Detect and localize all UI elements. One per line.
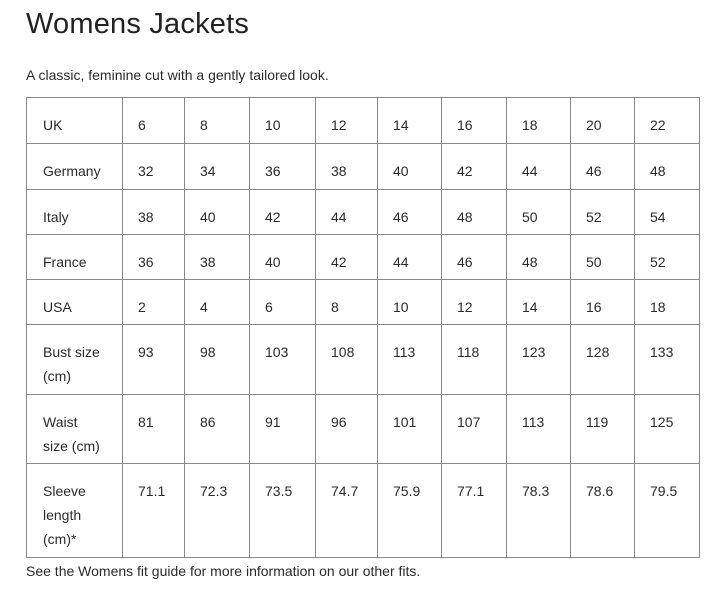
- table-cell: 40: [185, 190, 250, 235]
- table-row: [27, 235, 700, 280]
- footer-post: for more information on our other fits.: [186, 563, 421, 579]
- table-cell: 48: [442, 190, 507, 235]
- subtitle: A classic, feminine cut with a gently tailored look.: [26, 67, 329, 83]
- table-cell: 123: [507, 325, 571, 395]
- table-cell: 113: [378, 325, 442, 395]
- table-cell: 108: [316, 325, 378, 395]
- table-cell: 20: [571, 98, 635, 144]
- footer-pre: See the: [26, 563, 79, 579]
- table-cell: 32: [123, 144, 185, 190]
- table-row: [27, 98, 700, 144]
- table-cell: 40: [250, 235, 316, 280]
- table-cell: 12: [316, 98, 378, 144]
- table-cell: 44: [378, 235, 442, 280]
- table-cell: 14: [378, 98, 442, 144]
- table-cell: 91: [250, 395, 316, 464]
- table-cell: 101: [378, 395, 442, 464]
- table-cell: 98: [185, 325, 250, 395]
- table-cell: 16: [442, 98, 507, 144]
- table-cell: 75.9: [378, 464, 442, 558]
- table-row: [27, 190, 700, 235]
- table-cell: 34: [185, 144, 250, 190]
- row-label: Italy: [27, 190, 123, 235]
- table-cell: 12: [442, 280, 507, 325]
- table-cell: 36: [250, 144, 316, 190]
- table-cell: 44: [507, 144, 571, 190]
- table-cell: 133: [635, 325, 700, 395]
- table-row: [27, 280, 700, 325]
- table-cell: 78.3: [507, 464, 571, 558]
- table-cell: 22: [635, 98, 700, 144]
- table-cell: 36: [123, 235, 185, 280]
- table-cell: 6: [250, 280, 316, 325]
- row-label: Waist size (cm): [27, 395, 123, 464]
- table-cell: 73.5: [250, 464, 316, 558]
- table-cell: 50: [571, 235, 635, 280]
- table-cell: 18: [635, 280, 700, 325]
- table-cell: 118: [442, 325, 507, 395]
- table-cell: 44: [316, 190, 378, 235]
- row-label: USA: [27, 280, 123, 325]
- footer-note: [26, 563, 420, 579]
- row-label: Bust size (cm): [27, 325, 123, 395]
- table-cell: 8: [316, 280, 378, 325]
- womens-fit-guide-link[interactable]: Womens fit guide: [78, 563, 187, 579]
- table-cell: 38: [123, 190, 185, 235]
- table-row: [27, 464, 700, 558]
- table-cell: 14: [507, 280, 571, 325]
- table-cell: 42: [442, 144, 507, 190]
- table-cell: 107: [442, 395, 507, 464]
- table-cell: 6: [123, 98, 185, 144]
- table-cell: 42: [316, 235, 378, 280]
- table-cell: 103: [250, 325, 316, 395]
- table-cell: 81: [123, 395, 185, 464]
- table-cell: 50: [507, 190, 571, 235]
- table-cell: 128: [571, 325, 635, 395]
- table-cell: 52: [571, 190, 635, 235]
- table-cell: 46: [378, 190, 442, 235]
- table-cell: 40: [378, 144, 442, 190]
- table-cell: 4: [185, 280, 250, 325]
- row-label: Sleeve length (cm)*: [27, 464, 123, 558]
- table-cell: 38: [185, 235, 250, 280]
- table-cell: 125: [635, 395, 700, 464]
- table-cell: 96: [316, 395, 378, 464]
- table-cell: 79.5: [635, 464, 700, 558]
- table-cell: 113: [507, 395, 571, 464]
- table-cell: 2: [123, 280, 185, 325]
- table-cell: 10: [378, 280, 442, 325]
- table-cell: 52: [635, 235, 700, 280]
- table-cell: 8: [185, 98, 250, 144]
- table-cell: 78.6: [571, 464, 635, 558]
- table-cell: 77.1: [442, 464, 507, 558]
- row-label: UK: [27, 98, 123, 144]
- table-cell: 42: [250, 190, 316, 235]
- table-cell: 16: [571, 280, 635, 325]
- table-cell: 93: [123, 325, 185, 395]
- table-row: [27, 325, 700, 395]
- table-row: [27, 395, 700, 464]
- table-row: [27, 144, 700, 190]
- table-cell: 54: [635, 190, 700, 235]
- table-cell: 71.1: [123, 464, 185, 558]
- table-cell: 46: [571, 144, 635, 190]
- table-cell: 10: [250, 98, 316, 144]
- table-cell: 48: [507, 235, 571, 280]
- row-label: France: [27, 235, 123, 280]
- table-cell: 48: [635, 144, 700, 190]
- table-cell: 72.3: [185, 464, 250, 558]
- size-chart-table: [26, 97, 700, 558]
- table-cell: 86: [185, 395, 250, 464]
- table-cell: 119: [571, 395, 635, 464]
- row-label: Germany: [27, 144, 123, 190]
- table-cell: 46: [442, 235, 507, 280]
- table-cell: 38: [316, 144, 378, 190]
- page-title: Womens Jackets: [26, 8, 250, 40]
- table-cell: 74.7: [316, 464, 378, 558]
- table-cell: 18: [507, 98, 571, 144]
